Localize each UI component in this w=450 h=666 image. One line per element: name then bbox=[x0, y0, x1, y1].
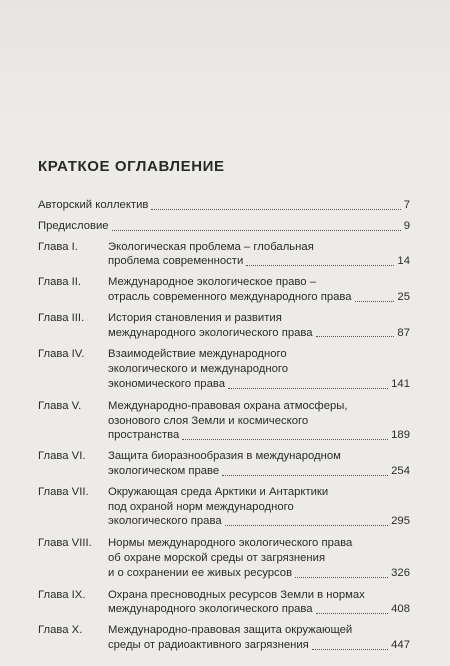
chapter-title-last-line bbox=[108, 290, 410, 305]
toc-entry[interactable] bbox=[38, 219, 410, 234]
leader-dots bbox=[225, 525, 389, 526]
page-number: 7 bbox=[403, 199, 410, 211]
chapter-title-line: экологического права bbox=[108, 515, 222, 528]
page-number: 87 bbox=[397, 326, 410, 339]
chapter-title-line: Международно-правовая охрана атмосферы, bbox=[108, 399, 348, 412]
chapter-title bbox=[108, 623, 410, 653]
chapter-number: Глава IV. bbox=[38, 348, 85, 361]
chapter-title bbox=[108, 347, 410, 391]
chapter-number: Глава IX. bbox=[38, 588, 86, 601]
page-number: 14 bbox=[397, 255, 410, 268]
chapter-title-last-line bbox=[108, 326, 410, 341]
page-title: КРАТКОЕ ОГЛАВЛЕНИЕ bbox=[38, 158, 225, 175]
chapter-title-line: под охраной норм международного bbox=[108, 500, 294, 513]
leader-dots bbox=[295, 577, 388, 578]
chapter-title bbox=[108, 311, 410, 341]
chapter-title-line: Международное экологическое право – bbox=[108, 276, 317, 289]
table-of-contents bbox=[38, 198, 410, 653]
chapter-title-last-line bbox=[108, 602, 410, 617]
chapter-number: Глава VII. bbox=[38, 485, 89, 498]
chapter-title-line: Охрана пресноводных ресурсов Земли в нормах bbox=[108, 588, 365, 601]
toc-entry[interactable] bbox=[38, 198, 410, 213]
chapter-title-line: Взаимодействие международного bbox=[108, 348, 287, 361]
leader-dots bbox=[228, 388, 388, 389]
chapter-title-line: международного экологического права bbox=[108, 603, 313, 616]
leader-dots bbox=[316, 613, 389, 614]
chapter-title-line: Окружающая среда Арктики и Антарктики bbox=[108, 485, 329, 498]
chapter-title-line: экологическом праве bbox=[108, 464, 220, 477]
chapter-number: Глава VIII. bbox=[38, 537, 92, 550]
page-number: 295 bbox=[391, 515, 410, 528]
chapter-title-line: пространства bbox=[108, 429, 180, 442]
chapter-number: Глава I. bbox=[38, 240, 78, 253]
toc-chapter-entry[interactable] bbox=[38, 275, 410, 305]
page-number: 9 bbox=[403, 219, 410, 232]
chapter-title bbox=[108, 449, 410, 479]
chapter-title bbox=[108, 399, 410, 443]
toc-entry-title: Авторский коллектив bbox=[38, 199, 149, 211]
toc-chapter-entry[interactable] bbox=[38, 449, 410, 479]
page-number: 254 bbox=[391, 464, 410, 477]
leader-dots bbox=[355, 301, 395, 302]
chapter-title bbox=[108, 485, 410, 529]
chapter-title-line: озонового слоя Земли и космического bbox=[108, 414, 309, 427]
chapter-title-line: об охране морской среды от загрязнения bbox=[108, 551, 326, 564]
chapter-title-line: проблема современности bbox=[108, 255, 244, 268]
chapter-title bbox=[108, 588, 410, 618]
chapter-number: Глава III. bbox=[38, 311, 85, 324]
page-number: 25 bbox=[397, 290, 410, 303]
chapter-title bbox=[108, 536, 410, 580]
chapter-title-last-line bbox=[108, 377, 410, 392]
toc-chapter-entry[interactable] bbox=[38, 311, 410, 341]
chapter-title-last-line bbox=[108, 464, 410, 479]
page-number: 141 bbox=[391, 377, 410, 390]
chapter-title-line: Защита биоразнообразия в международном bbox=[108, 450, 341, 463]
chapter-title bbox=[108, 275, 410, 305]
chapter-number: Глава X. bbox=[38, 624, 83, 637]
chapter-title-last-line bbox=[108, 566, 410, 581]
chapter-title-line: отрасль современного международного права bbox=[108, 290, 352, 303]
chapter-title-last-line bbox=[108, 638, 410, 653]
leader-dots bbox=[222, 475, 388, 476]
chapter-title-line: Нормы международного экологического права bbox=[108, 537, 353, 550]
page-number: 447 bbox=[391, 638, 410, 651]
chapter-number: Глава V. bbox=[38, 399, 82, 412]
chapter-title-line: и о сохранении ее живых ресурсов bbox=[108, 566, 293, 579]
toc-chapter-entry[interactable] bbox=[38, 485, 410, 529]
chapter-title-line: экологического и международного bbox=[108, 363, 289, 376]
chapter-title-line: среды от радиоактивного загрязнения bbox=[108, 638, 309, 651]
leader-dots bbox=[316, 336, 395, 337]
toc-chapter-entry[interactable] bbox=[38, 399, 410, 443]
chapter-title-last-line bbox=[108, 514, 410, 529]
page-number: 189 bbox=[391, 429, 410, 442]
chapter-title-line: международного экологического права bbox=[108, 326, 313, 339]
chapter-title-line: История становления и развития bbox=[108, 311, 282, 324]
leader-dots bbox=[151, 209, 400, 210]
toc-chapter-entry[interactable] bbox=[38, 588, 410, 618]
chapter-number: Глава VI. bbox=[38, 450, 86, 463]
leader-dots bbox=[182, 439, 388, 440]
chapter-title bbox=[108, 240, 410, 270]
page-number: 326 bbox=[391, 566, 410, 579]
toc-entry-title: Предисловие bbox=[38, 219, 109, 232]
leader-dots bbox=[312, 649, 388, 650]
chapter-number: Глава II. bbox=[38, 276, 82, 289]
toc-chapter-entry[interactable] bbox=[38, 623, 410, 653]
chapter-title-last-line bbox=[108, 254, 410, 269]
toc-chapter-entry[interactable] bbox=[38, 536, 410, 580]
chapter-title-line: Экологическая проблема – глобальная bbox=[108, 240, 314, 253]
chapter-title-line: Международно-правовая защита окружающей bbox=[108, 624, 353, 637]
chapter-title-last-line bbox=[108, 428, 410, 443]
toc-chapter-entry[interactable] bbox=[38, 347, 410, 391]
leader-dots bbox=[112, 230, 401, 231]
page-number: 408 bbox=[391, 603, 410, 616]
leader-dots bbox=[246, 265, 394, 266]
chapter-title-line: экономического права bbox=[108, 377, 226, 390]
toc-chapter-entry[interactable] bbox=[38, 240, 410, 270]
